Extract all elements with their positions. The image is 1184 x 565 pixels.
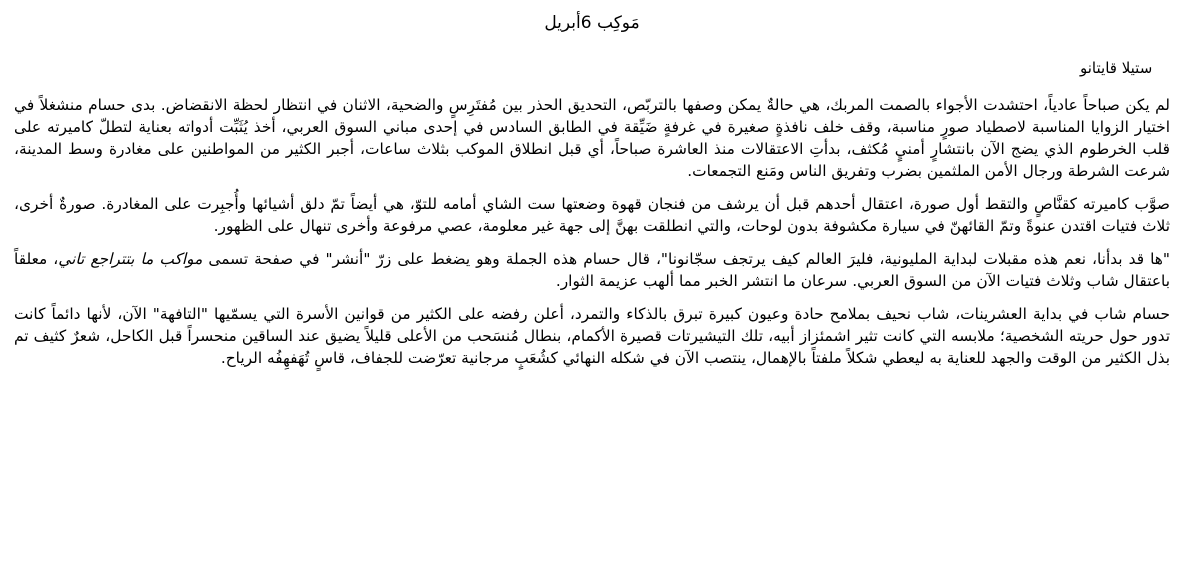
italic-text: مواكب ما بتتراجع تاني bbox=[58, 250, 203, 268]
paragraph bbox=[14, 303, 1170, 369]
paragraph-text: صوَّب كاميرته كقنَّاصٍ والتقط أول صورة، اعتقال أحدهم قبل أن يرشف من فنجان قهوة وضعتها ست الشاي أمامه للتوّ، هي أيضاً تمّ دلق أشيائها وأُجبِرت على المغادرة. صورةٌ أخرى، ثلاث فتيات اقتدن عنوةً وتمّ القائهنّ في سيارة مكشوفة بدون لوحات، والتي انطلقت بهنَّ إلى جهة غير معلومة، عصي مرفوعة وأخرى تنهال على الظهور. bbox=[14, 195, 1170, 235]
paragraph-text: لم يكن صباحاً عادياً، احتشدت الأجواء بالصمت المربك، هي حالةٌ يمكن وصفها بالتربّص، التحديق الحذر بين مُفتَرِسٍ والضحية، الاثنان في انتظار لحظة الانقضاض. بدى حسام منشغلاً في اختيار الزوايا المناسبة لاصطياد صورٍ مناسبة، وقف خلف نافذةٍ صغيرة في غرفةٍ ضَيِّقة في الطابق السادس في إحدى مباني السوق العربي، أخذ يُثَبِّت أدواته بعناية لتطلّ كاميرته على قلب الخرطوم الذي يضج الآن بانتشارٍ أمنيٍ مُكثف، بدأتِ الاعتقالات منذ العاشرة صباحاً، أي قبل انطلاق الموكب بثلاث ساعات، أجبر الكثير من المواطنين على مغادرة وسط المدينة، شرعت الشرطة ورجال الأمن الملثمين بضرب وتفريق الناس ومَنع التجمعات. bbox=[14, 96, 1170, 180]
author-name: ستيلا قايتانو bbox=[1080, 59, 1153, 77]
paragraph bbox=[14, 248, 1170, 292]
paragraph-text: "ها قد بدأنا، نعم هذه مقبلات لبداية المليونية، فليرَ العالم كيف يرتجف سجّانونا"، قال حسام هذه الجملة وهو يضغط على زرّ "أنشر" في صفحة تسمى bbox=[202, 250, 1170, 268]
paragraph-text: ، معلقاً باعتقال شاب وثلاث فتيات الآن من السوق العربي. سرعان ما انتشر الخبر مما ألهب عزيمة الثوار. bbox=[14, 250, 1170, 290]
document-body bbox=[14, 94, 1170, 369]
document-title: مَوكِب 6أبريل bbox=[544, 13, 640, 33]
paragraph-text: حسام شاب في بداية العشرينات، شاب نحيف بملامح حادة وعيون كبيرة تبرق بالذكاء والتمرد، أعلن رفضه على الكثير من قوانين الأسرة التي يسمّيها "التافهة" الآن، لأنها دائماً كانت تدور حول حريته الشخصية؛ ملابسه التي كانت تثير اشمئزاز أبيه، تلك التيشيرتات قصيرة الأكمام، بنطال مُنسَحب من الأعلى قليلاً يضيق عند الساقين منحسراً قبل الكاحل، شعرٌ كثيف تم بذل الكثير من الوقت والجهد للعناية به ليعطي شكلاً ملفتاً بالإهمال، ينتصب الآن في شكله النهائي كشُعَبٍ مرجانية تعرّضت للجفاف، قاسٍ تُهَفهِفُه الرياح. bbox=[14, 305, 1170, 367]
paragraph bbox=[14, 94, 1170, 182]
paragraph bbox=[14, 193, 1170, 237]
